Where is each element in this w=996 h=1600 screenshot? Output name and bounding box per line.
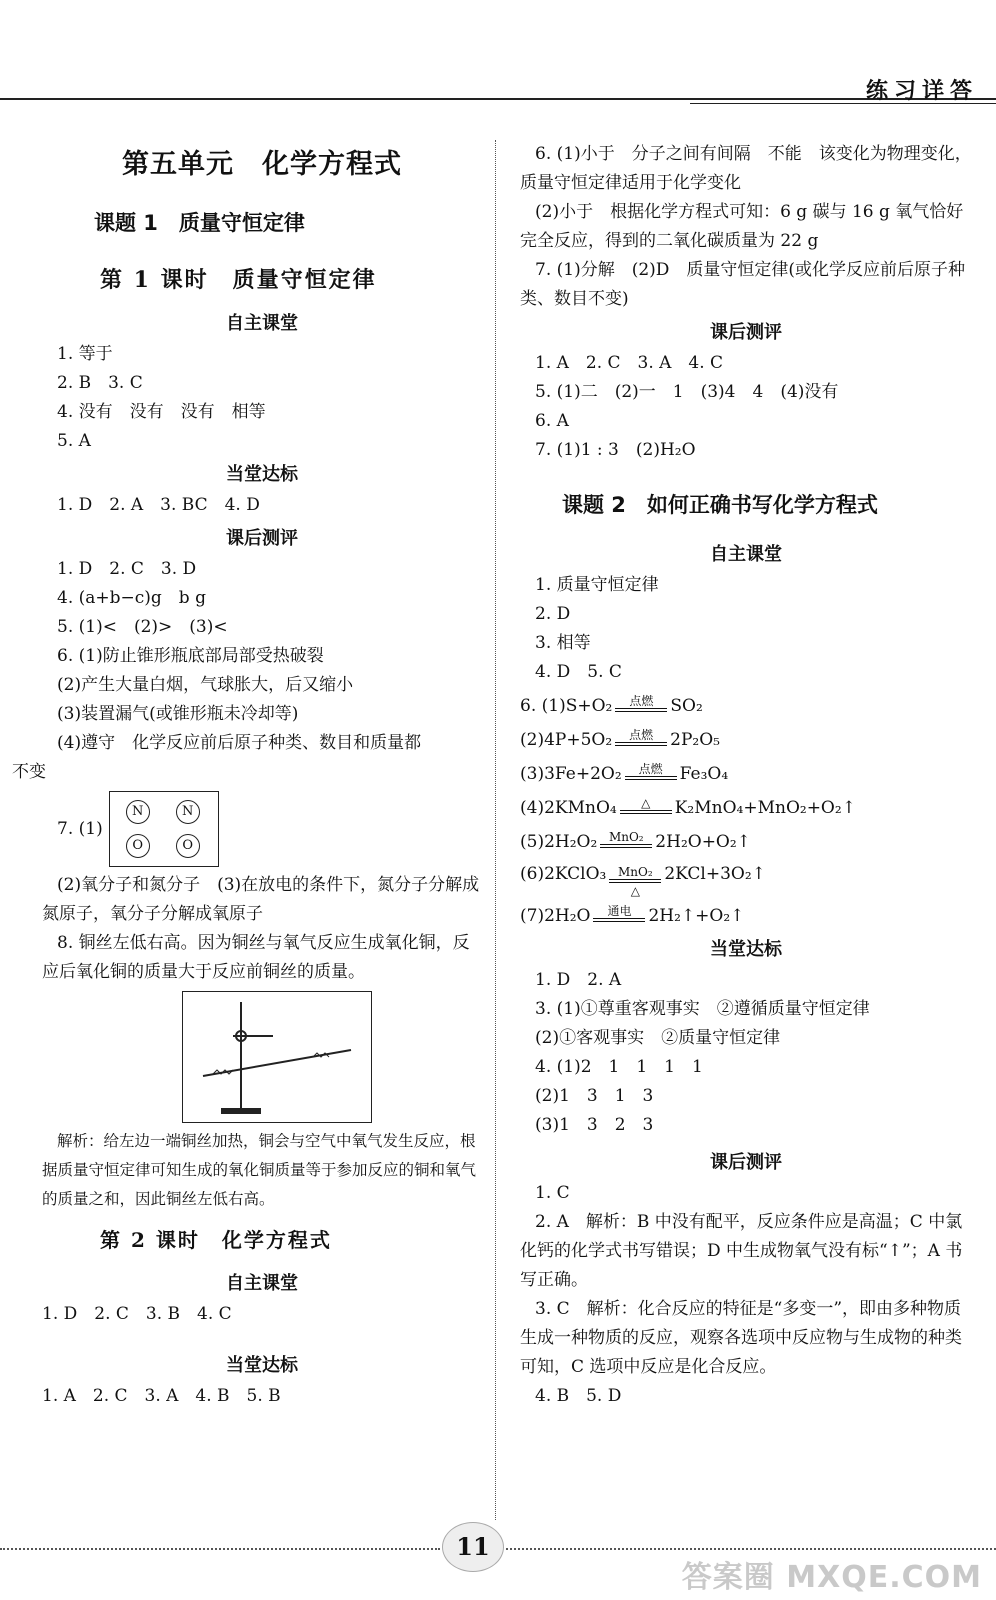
answer-line: 1. D 2. C 3. B 4. C: [42, 1304, 232, 1324]
answer-line: 3. 相等: [535, 633, 591, 653]
equation-products: 2H₂↑+O₂↑: [648, 906, 745, 926]
reaction-condition: 点燃: [638, 762, 663, 776]
right-column: [520, 140, 972, 1411]
left-column: [12, 140, 482, 1411]
answer-line: (3)装置漏气(或锥形瓶未冷却等): [57, 704, 299, 724]
answer-line: 2. D: [535, 604, 571, 624]
answer-line: 4. (1)2 1 1 1 1: [535, 1057, 703, 1077]
answer-line: 6. A: [535, 411, 569, 431]
analysis-paragraph: 解析：给左边一端铜丝加热，铜会与空气中氧气发生反应，根据质量守恒定律可知生成的氧化铜质量等于参加反应的铜和氧气的质量之和，因此铜丝左低右高。: [42, 1132, 477, 1208]
chemical-equation: [520, 687, 972, 721]
nitrogen-molecule: N: [176, 800, 200, 824]
answer-line: (2)产生大量白烟，气球胀大，后又缩小: [57, 675, 354, 695]
answer-paragraph: (2)氧分子和氮分子 (3)在放电的条件下，氮分子分解成氮原子，氧分子分解成氧原子: [42, 875, 480, 924]
answer-line: 4. (a+b−c)g b g: [57, 588, 206, 608]
footer-dotted-rule-left: [0, 1548, 440, 1550]
answer-paragraph: 8. 铜丝左低右高。因为铜丝与氧气反应生成氧化铜，反应后氧化铜的质量大于反应前铜丝的质量。: [42, 933, 470, 982]
reaction-arrow: [593, 905, 645, 931]
answer-line: 1. 等于: [57, 344, 113, 364]
answer-line: 1. D 2. C 3. D: [57, 559, 197, 579]
answer-line: 6. (1)防止锥形瓶底部局部受热破裂: [57, 646, 324, 666]
reaction-arrow: [625, 763, 677, 789]
answer-line: 1. A 2. C 3. A 4. C: [535, 353, 724, 373]
answer-line: 1. C: [535, 1183, 570, 1203]
molecule-diagram: [109, 791, 219, 867]
answer-line: 4. D 5. C: [535, 662, 622, 682]
period1-title: 第 1 课时 质量守恒定律: [100, 267, 377, 293]
period2-title: 第 2 课时 化学方程式: [100, 1228, 332, 1252]
answer-line: 2. B 3. C: [57, 373, 143, 393]
answer-line: 5. (1)< (2)> (3)<: [57, 617, 228, 637]
answer-line: 7. (1)1 : 3 (2)H₂O: [535, 440, 696, 460]
chemical-equation: [520, 897, 972, 931]
equation-reactants: (3)3Fe+2O₂: [520, 764, 622, 784]
copper-wire-apparatus-figure: [182, 991, 372, 1123]
section-title: 课后测评: [710, 1152, 782, 1173]
chemical-equation: [520, 823, 972, 857]
answer-line: 1. 质量守恒定律: [535, 575, 659, 595]
reaction-condition: △: [641, 796, 651, 810]
unit-title: 第五单元 化学方程式: [122, 149, 402, 180]
answer-paragraph: (2)小于 根据化学方程式可知：6 g 碳与 16 g 氧气恰好完全反应，得到的二氧化碳质量为 22 g: [520, 202, 964, 251]
section-title: 当堂达标: [710, 939, 782, 960]
reaction-condition: MnO₂: [608, 830, 644, 844]
answer-line: 不变: [12, 762, 46, 782]
section-title: 课后测评: [226, 528, 298, 549]
reaction-arrow: [615, 729, 667, 755]
answer-line: (2)①客观事实 ②质量守恒定律: [535, 1028, 781, 1048]
nitrogen-molecule: N: [126, 800, 150, 824]
reaction-condition: MnO₂: [618, 865, 653, 879]
section-title: 课后测评: [710, 322, 782, 343]
reaction-condition: △: [630, 884, 640, 898]
answer-line: 4. 没有 没有 没有 相等: [57, 402, 266, 422]
equation-reactants: (4)2KMnO₄: [520, 798, 617, 818]
answer-line: 1. D 2. A: [535, 970, 622, 990]
apparatus-drawing: [183, 992, 371, 1122]
q7-figure-row: [42, 791, 482, 867]
reaction-condition: 通电: [607, 904, 632, 918]
answer-paragraph: 3. C 解析：化合反应的特征是“多变一”，即由多种物质生成一种物质的反应，观察各选项中反应物与生成物的种类可知，C 选项中反应是化合反应。: [520, 1299, 962, 1377]
answer-line: 4. B 5. D: [535, 1386, 622, 1406]
answer-line: 3. (1)①尊重客观事实 ②遵循质量守恒定律: [535, 999, 870, 1019]
section-title: 自主课堂: [226, 313, 298, 334]
footer-dotted-rule-right: [506, 1548, 996, 1550]
reaction-condition: 点燃: [629, 728, 654, 742]
chemical-equation: [520, 789, 972, 823]
equation-products: 2KCl+3O₂↑: [664, 864, 766, 884]
equation-products: 2P₂O₅: [670, 730, 720, 750]
reaction-condition: 点燃: [629, 694, 654, 708]
answer-line: 1. D 2. A 3. BC 4. D: [57, 495, 260, 515]
answer-line: (2)1 3 1 3: [535, 1086, 654, 1106]
answer-paragraph: 2. A 解析：B 中没有配平，反应条件应是高温；C 中氯化钙的化学式书写错误；D 中生成物氧气没有标“↑”；A 书写正确。: [520, 1212, 963, 1290]
equation-reactants: 6. (1)S+O₂: [520, 696, 613, 716]
site-watermark: 答案圈 MXQE.COM: [681, 1560, 982, 1595]
answer-line: 1. A 2. C 3. A 4. B 5. B: [42, 1386, 281, 1406]
equation-products: K₂MnO₄+MnO₂+O₂↑: [674, 798, 856, 818]
equation-products: 2H₂O+O₂↑: [655, 832, 751, 852]
answer-paragraph: 6. (1)小于 分子之间有间隔 不能 该变化为物理变化，质量守恒定律适用于化学变化: [520, 144, 972, 193]
answer-line: 5. A: [57, 431, 91, 451]
lesson2-title: 课题 2 如何正确书写化学方程式: [562, 493, 878, 517]
answer-line: 5. (1)二 (2)一 1 (3)4 4 (4)没有: [535, 382, 839, 402]
page-number: 11: [442, 1522, 504, 1572]
oxygen-molecule: O: [126, 834, 150, 858]
section-title: 当堂达标: [226, 464, 298, 485]
reaction-arrow: [620, 797, 672, 823]
header-rule: [0, 98, 996, 100]
reaction-arrow: [615, 695, 667, 721]
q7-label: 7. (1): [57, 818, 103, 839]
section-title: 当堂达标: [226, 1355, 298, 1376]
section-title: 自主课堂: [710, 544, 782, 565]
header-title: 练习详答: [865, 79, 978, 104]
oxygen-molecule: O: [176, 834, 200, 858]
equation-products: Fe₃O₄: [679, 764, 729, 784]
chemical-equation: [520, 857, 972, 897]
lesson1-title: 课题 1 质量守恒定律: [94, 211, 305, 235]
chemical-equation: [520, 755, 972, 789]
equation-products: SO₂: [670, 696, 703, 716]
equation-reactants: (6)2KClO₃: [520, 864, 607, 884]
reaction-arrow: [609, 866, 661, 897]
equation-reactants: (2)4P+5O₂: [520, 730, 613, 750]
answer-paragraph: 7. (1)分解 (2)D 质量守恒定律(或化学反应前后原子种类、数目不变): [520, 260, 966, 309]
reaction-arrow: [600, 831, 652, 857]
chemical-equation: [520, 721, 972, 755]
equation-reactants: (7)2H₂O: [520, 906, 591, 926]
column-divider: [495, 140, 496, 1520]
answer-line: (3)1 3 2 3: [535, 1115, 654, 1135]
section-title: 自主课堂: [226, 1273, 298, 1294]
equation-reactants: (5)2H₂O₂: [520, 832, 598, 852]
answer-line: (4)遵守 化学反应前后原子种类、数目和质量都: [57, 733, 422, 753]
